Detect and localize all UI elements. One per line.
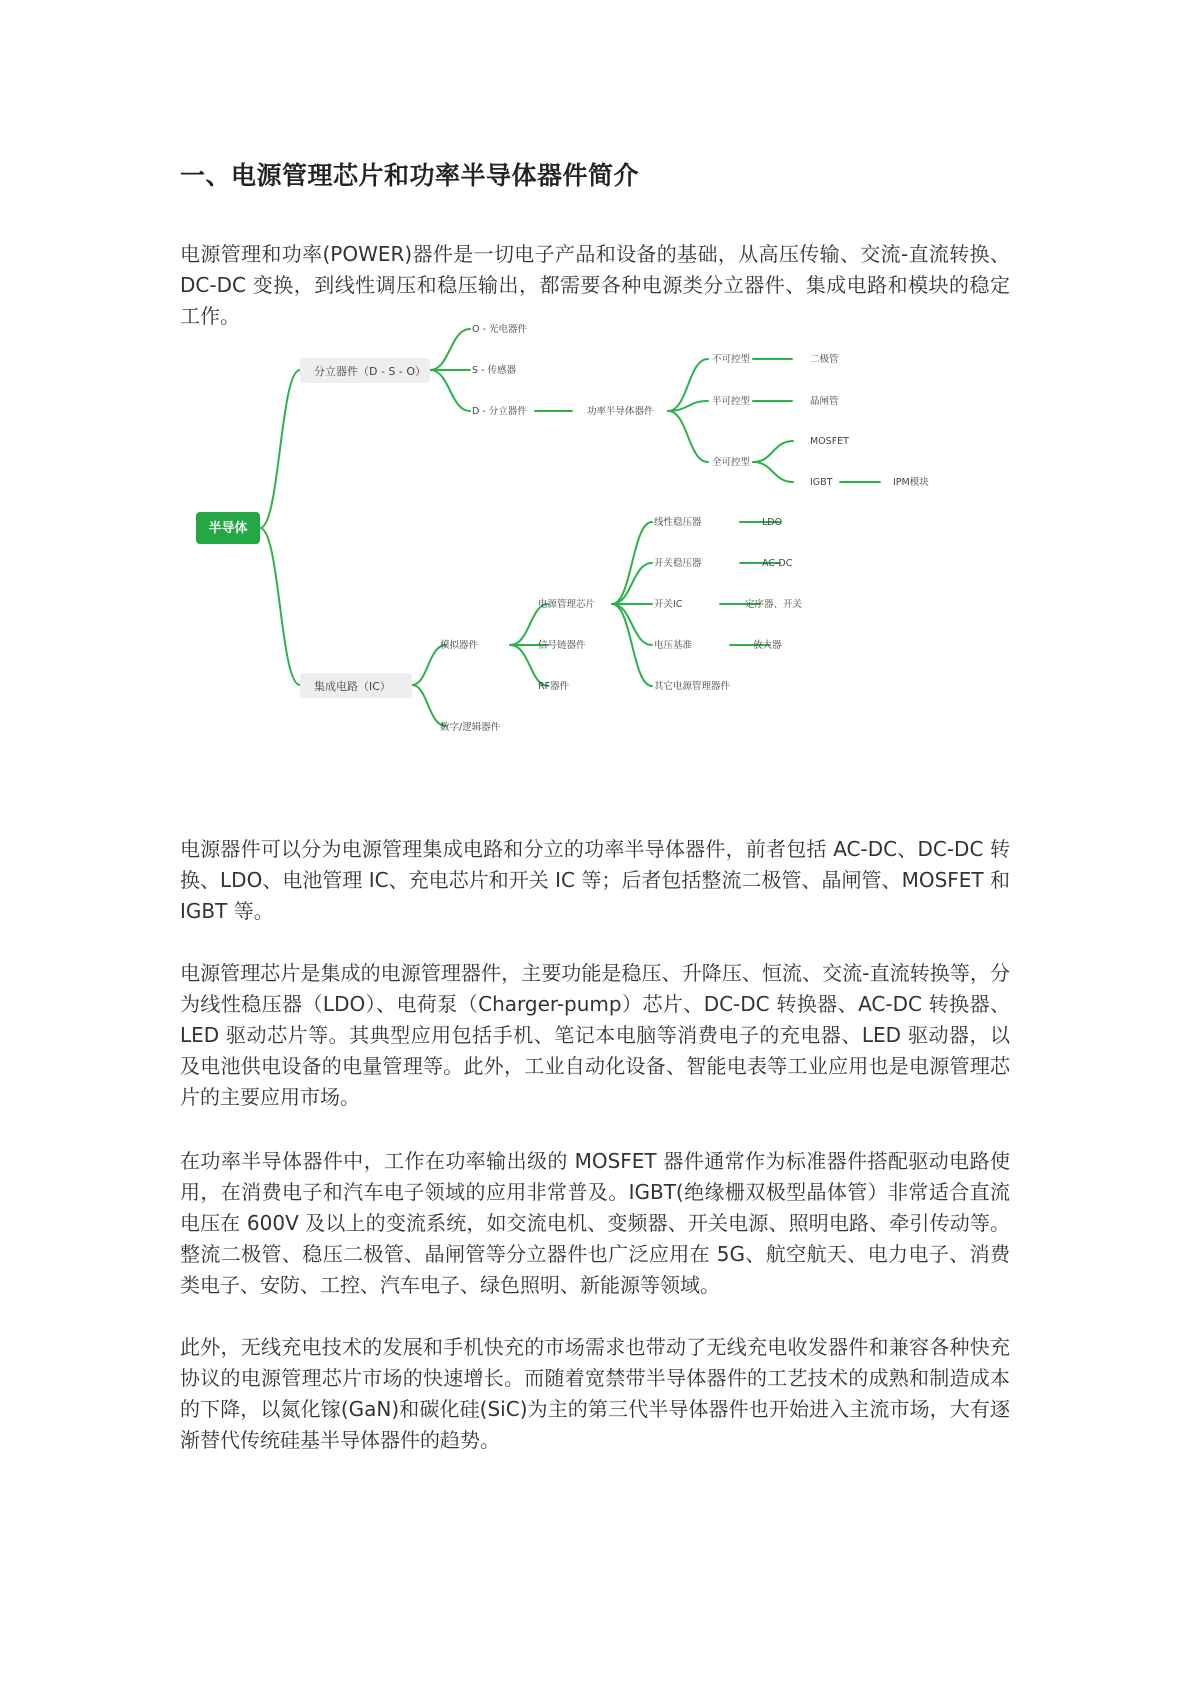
node-fully-controlled: 全可控型 [712,457,751,468]
root-node-label: 半导体 [208,521,248,536]
node-voltage-ref: 电压基准 [654,640,693,651]
connector-pmic-other [612,604,652,686]
node-power-semi: 功率半导体器件 [587,406,654,417]
classification-paragraph: 电源器件可以分为电源管理集成电路和分立的功率半导体器件，前者包括 AC-DC、DC-DC 转换、LDO、电池管理 IC、充电芯片和开关 IC 等；后者包括整流二极管、晶闸管、MOSFET 和 IGBT 等。 [180,837,1010,923]
connector-root-ic [260,528,300,685]
trend-paragraph: 此外，无线充电技术的发展和手机快充的市场需求也带动了无线充电收发器件和兼容各种快充协议的电源管理芯片市场的快速增长。而随着宽禁带半导体器件的工艺技术的成熟和制造成本的下降，以氮化镓(GaN)和碳化硅(SiC)为主的第三代半导体器件也开始进入主流市场，大有逐渐替代传统硅基半导体器件的趋势。 [180,1335,1010,1452]
node-d-discrete: D - 分立器件 [472,406,527,417]
node-uncontrolled: 不可控型 [712,354,751,365]
power-semi-paragraph: 在功率半导体器件中，工作在功率输出级的 MOSFET 器件通常作为标准器件搭配驱动电路使用，在消费电子和汽车电子领域的应用非常普及。IGBT(绝缘栅双极型晶体管）非常适合直流电压在 600V 及以上的变流系统，如交流电机、变频器、开关电源、照明电路、牵引传动等。整流二极管、稳压二极管、晶闸管等分立器件也广泛应用在 5G、航空航天、电力电子、消费类电子、安防、工控、汽车电子、绿色照明、新能源等领域。 [180,1149,1010,1297]
mindmap-root-node [196,512,260,544]
node-igbt: IGBT [810,477,833,488]
connector-pmic-switchreg [612,563,652,604]
node-diode: 二极管 [810,354,839,365]
node-opto: O - 光电器件 [472,324,527,335]
node-digital: 数字/逻辑器件 [440,722,501,733]
connector-discrete-d [430,370,470,411]
node-ipm: IPM模块 [893,477,929,488]
node-other-pm: 其它电源管理器件 [654,681,731,692]
node-discrete [300,358,430,383]
node-linear-reg: 线性稳压器 [654,517,702,528]
connector-pmic-vref [612,604,652,645]
connector-analog-pmic [510,604,548,645]
connector-power-full [668,411,708,462]
node-rf: RF器件 [538,681,570,692]
node-analog: 模拟器件 [440,640,479,651]
mindmap-connectors [260,329,880,726]
node-ic [300,673,412,698]
node-discrete-label: 分立器件（D - S - O） [314,365,427,378]
node-pmic: 电源管理芯片 [538,599,596,610]
intro-paragraph: 电源管理和功率(POWER)器件是一切电子产品和设备的基础，从高压传输、交流-直流转换、DC-DC 变换，到线性调压和稳压输出，都需要各种电源类分立器件、集成电路和模块的稳定工作。 [180,242,1010,328]
node-ic-label: 集成电路（IC） [314,680,391,693]
page-title: 一、电源管理芯片和功率半导体器件简介 [180,161,640,190]
pmic-paragraph: 电源管理芯片是集成的电源管理器件，主要功能是稳压、升降压、恒流、交流-直流转换等，分为线性稳压器（LDO）、电荷泵（Charger-pump）芯片、DC-DC 转换器、AC-DC 转换器、LED 驱动芯片等。其典型应用包括手机、笔记本电脑等消费电子的充电器、LED 驱动器，以及电池供电设备的电量管理等。此外，工业自动化设备、智能电表等工业应用也是电源管理芯片的主要应用市场。 [180,961,1010,1109]
node-thyristor: 晶闸管 [810,396,839,407]
connector-root-discrete [260,370,300,528]
node-acdc: AC-DC [762,558,793,569]
node-mosfet: MOSFET [810,436,849,447]
connector-pmic-linear [612,522,652,604]
connector-full-mosfet [753,441,793,462]
connector-full-igbt [753,462,793,482]
node-ldo: LDO [762,517,783,528]
connector-ic-digital [412,685,446,726]
node-semi-controlled: 半可控型 [712,396,751,407]
connector-power-uncontrolled [668,359,708,411]
node-sequencer: 定序器、开关 [745,599,803,610]
semiconductor-mindmap [180,324,1020,800]
node-switch-ic: 开关IC [654,599,683,610]
node-amplifier: 放大器 [753,640,782,651]
mindmap-canvas [180,324,1020,800]
connector-discrete-o [430,329,470,370]
connector-analog-rf [510,645,548,686]
node-sensor: S - 传感器 [472,365,516,376]
node-signal-chain: 信号链器件 [538,640,586,651]
connector-ic-analog [412,645,446,685]
node-switch-reg: 开关稳压器 [654,558,702,569]
